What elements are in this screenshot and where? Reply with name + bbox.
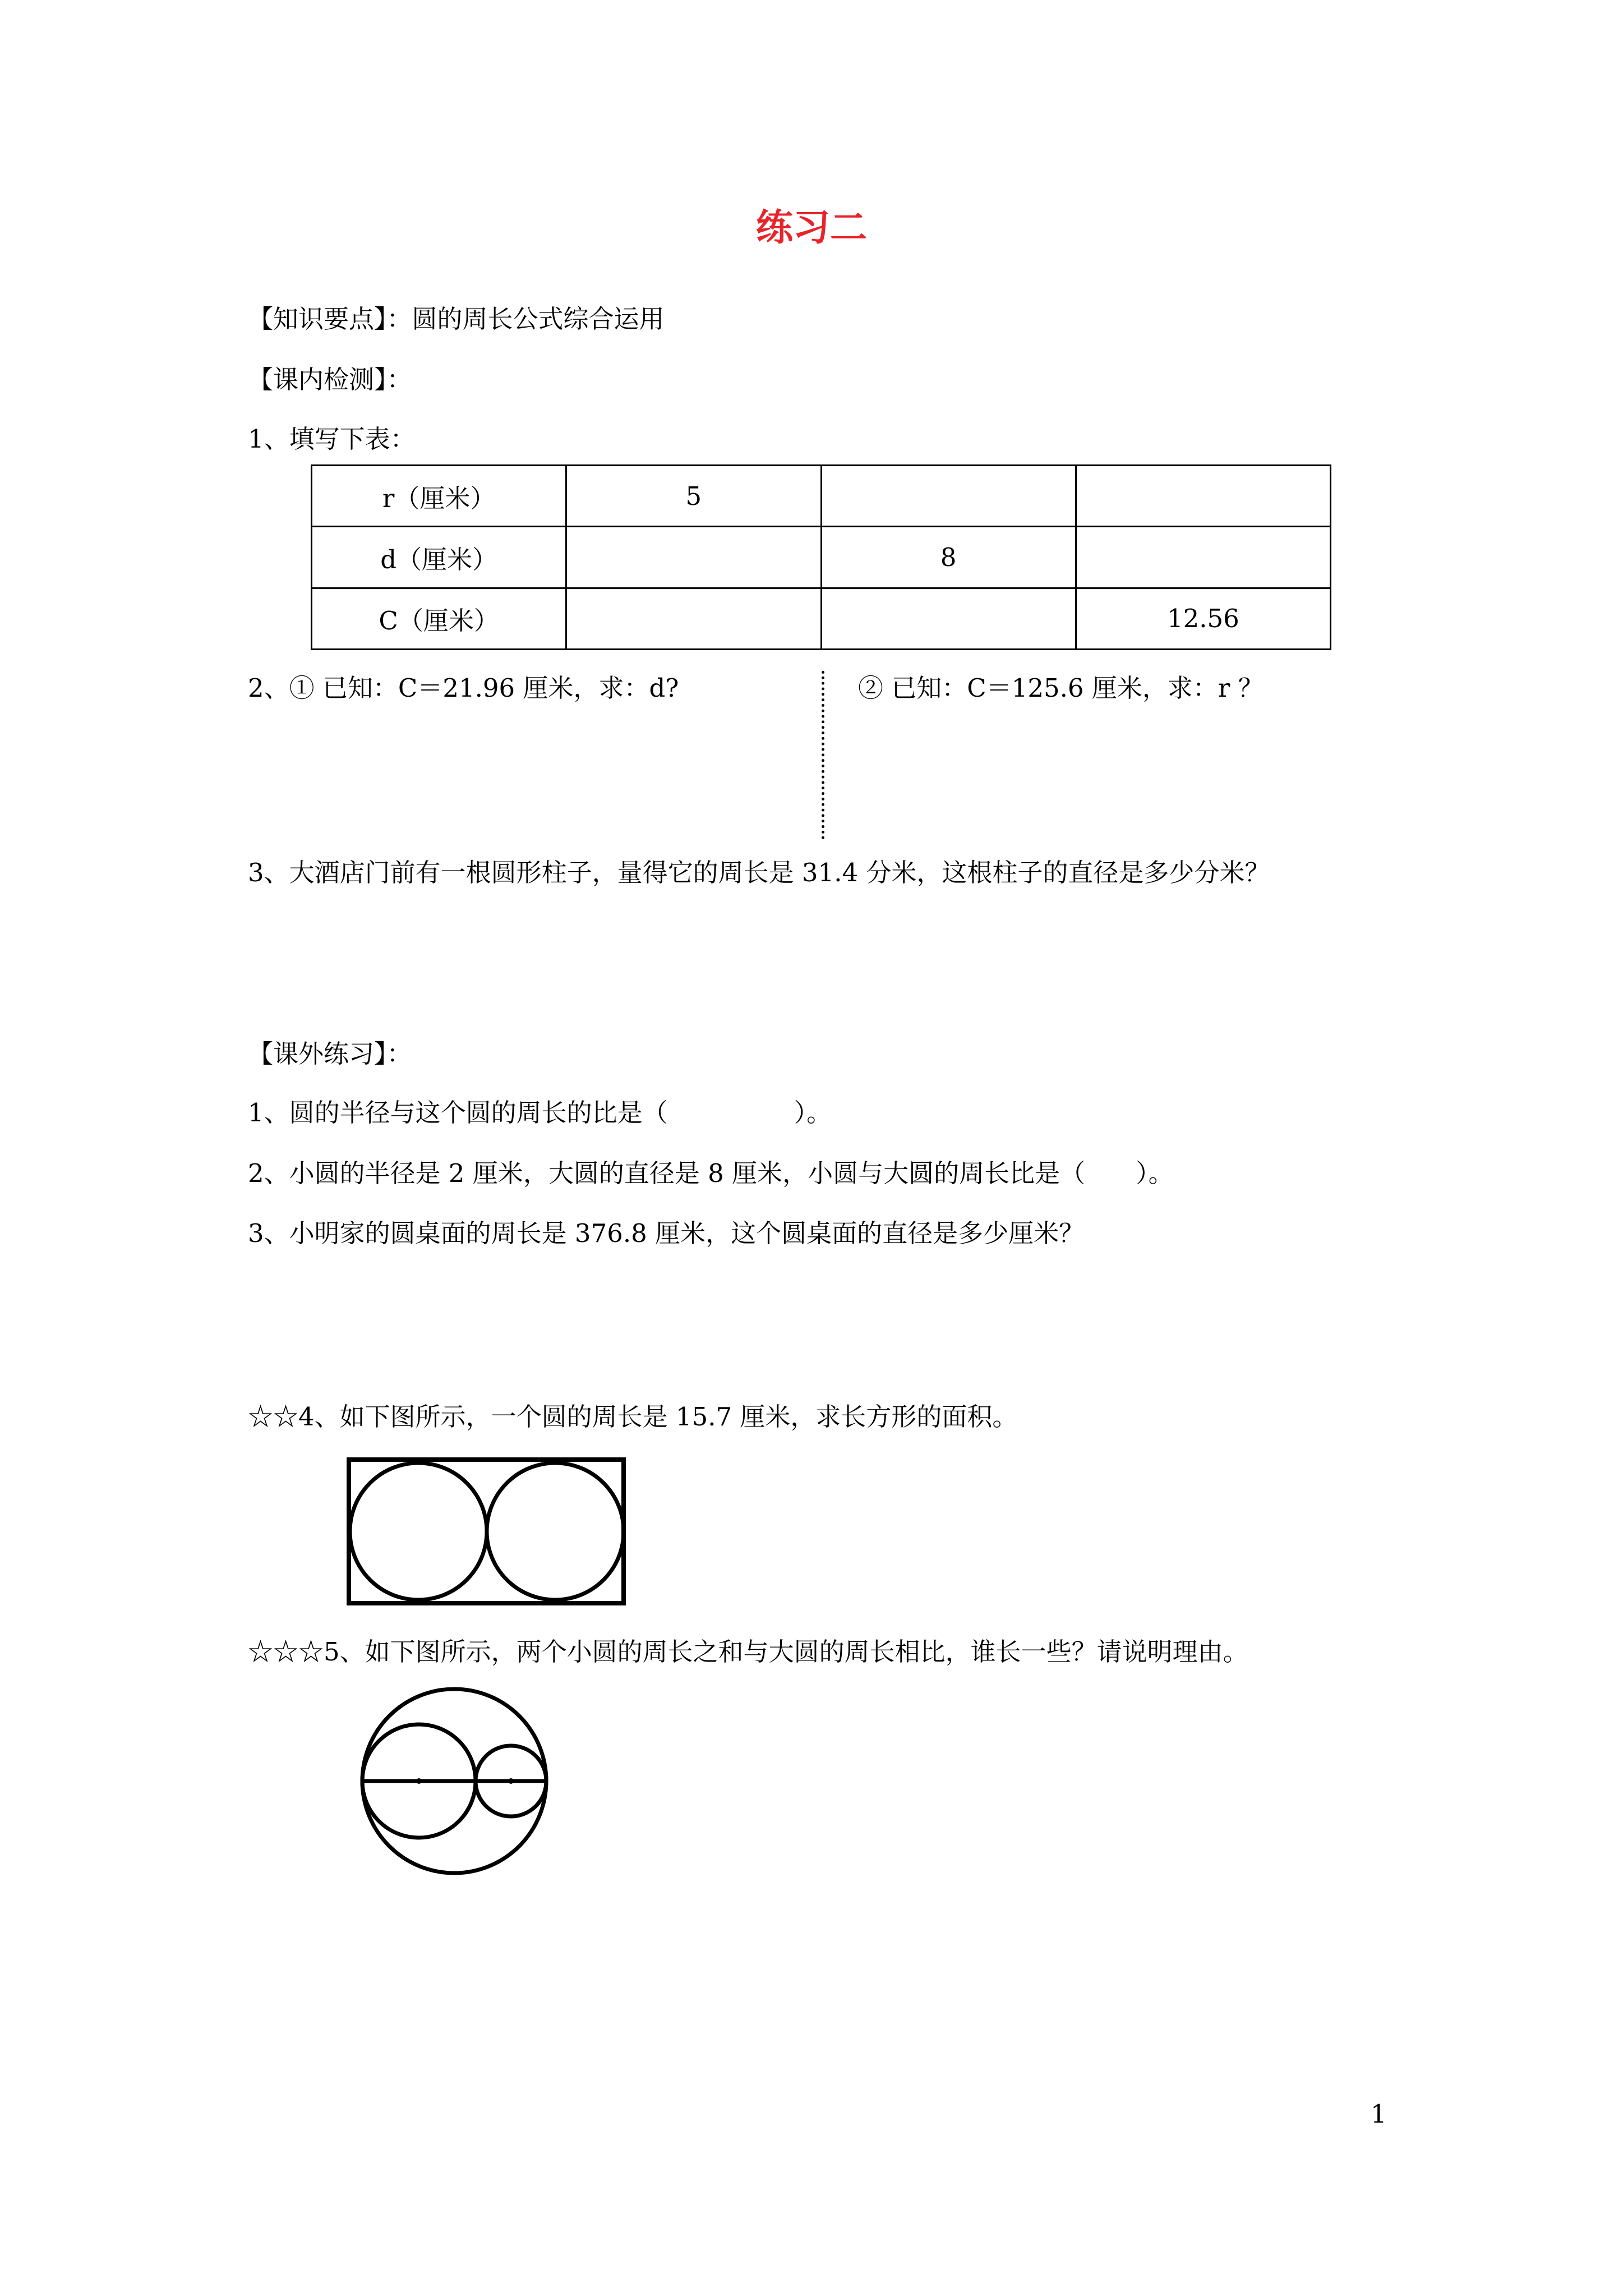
nested-circles-figure xyxy=(353,1680,555,1882)
fill-in-table xyxy=(311,464,1331,650)
q2-left: 2、① 已知：C＝21.96 厘米，求：d? xyxy=(248,673,679,703)
outside-q2: 2、小圆的半径是 2 厘米，大圆的直径是 8 厘米，小圆与大圆的周长比是（ ）。 xyxy=(248,1158,1174,1188)
table-cell xyxy=(821,588,1076,649)
knowledge-point-text: ：圆的周长公式综合运用 xyxy=(386,304,665,334)
row-label-c: C（厘米） xyxy=(312,588,566,649)
table-cell xyxy=(566,527,821,588)
table-row-d xyxy=(312,527,1331,588)
outside-q5: ☆☆☆5、如下图所示，两个小圆的周长之和与大圆的周长相比，谁长一些？请说明理由。 xyxy=(248,1637,1248,1667)
outside-q3: 3、小明家的圆桌面的周长是 376.8 厘米，这个圆桌面的直径是多少厘米？ xyxy=(248,1218,1085,1248)
left-circle xyxy=(350,1463,487,1600)
dotted-divider xyxy=(822,671,824,839)
outside-heading: 【课外练习】： xyxy=(248,1039,412,1069)
q1-prompt: 1、填写下表： xyxy=(248,424,416,454)
outside-q4: ☆☆4、如下图所示，一个圆的周长是 15.7 厘米，求长方形的面积。 xyxy=(248,1402,1018,1432)
table-cell: 5 xyxy=(566,466,821,527)
table-row-c xyxy=(312,588,1331,649)
page-number: 1 xyxy=(1371,2099,1387,2129)
rectangle-two-circles-figure xyxy=(342,1453,634,1616)
q3-question: 3、大酒店门前有一根圆形柱子，量得它的周长是 31.4 分米，这根柱子的直径是多少分米？ xyxy=(248,858,1270,887)
table-cell xyxy=(1076,527,1330,588)
row-label-d: d（厘米） xyxy=(312,527,566,588)
table-row-r xyxy=(312,466,1331,527)
center-dot-left xyxy=(416,1778,422,1784)
row-label-r: r（厘米） xyxy=(312,466,566,527)
table-cell: 12.56 xyxy=(1076,588,1330,649)
in-class-heading: 【课内检测】： xyxy=(248,365,412,394)
outside-q1: 1、圆的半径与这个圆的周长的比是（ ）。 xyxy=(248,1098,832,1128)
knowledge-point xyxy=(248,303,665,335)
q2-right: ② 已知：C＝125.6 厘米，求：r ？ xyxy=(858,673,1264,703)
table-cell xyxy=(821,466,1076,527)
center-dot-right xyxy=(508,1778,514,1784)
table-cell xyxy=(566,588,821,649)
table-cell xyxy=(1076,466,1330,527)
page-title: 练习二 xyxy=(756,205,867,249)
right-circle xyxy=(487,1463,624,1600)
table-cell: 8 xyxy=(821,527,1076,588)
knowledge-point-label: 【知识要点】 xyxy=(248,304,387,334)
